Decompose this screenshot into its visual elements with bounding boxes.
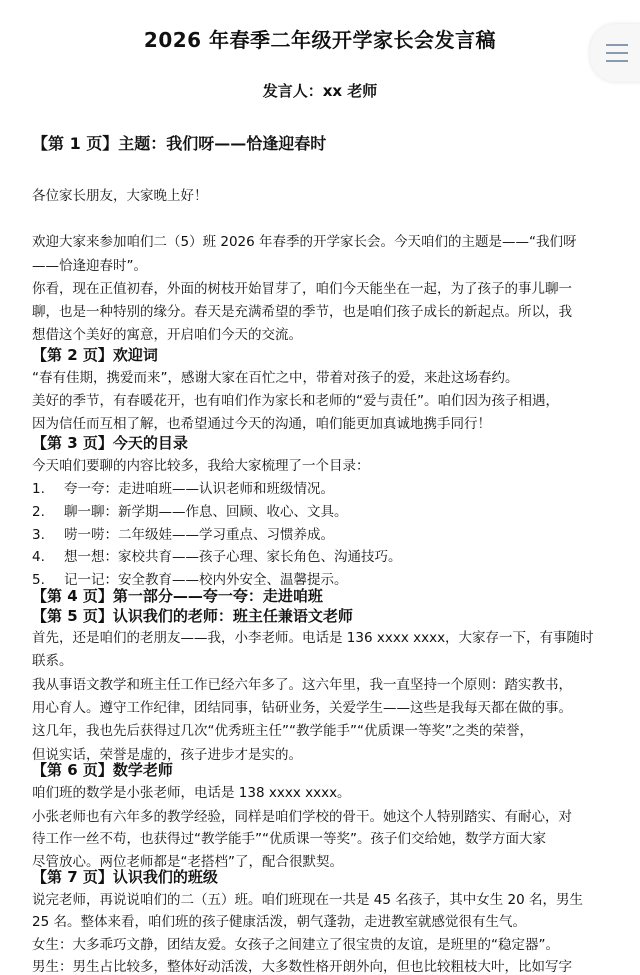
- section-heading-text: 【第 1 页】主题：我们呀——恰逢迎春时: [32, 134, 327, 153]
- line-text: 各位家长朋友，大家晚上好！: [32, 188, 208, 204]
- line-text: 我从事语文教学和班主任工作已经六年多了。这六年里，我一直坚持一个原则：踏实教书，: [32, 677, 572, 693]
- section-heading: [32, 345, 158, 365]
- list-item: [32, 502, 348, 522]
- line-text: 男生：男生占比较多，整体好动活泼，大多数性格开朗外向，但也比较粗枝大叶，比如写字: [32, 959, 572, 975]
- line-text: 待工作一丝不苟，也获得过“教学能手”“优质课一等奖”。孩子们交给她，数学方面大家: [32, 831, 546, 847]
- list-item-number: 1.: [32, 481, 45, 497]
- line-text: 欢迎大家来参加咱们二（5）班 2026 年春季的开学家长会。今天咱们的主题是——“我们呀: [32, 234, 577, 250]
- line-text: 用心育人。遵守工作纪律，团结同事，钻研业务，关爱学生——这些是我每天都在做的事。: [32, 700, 572, 716]
- section-heading: [32, 134, 326, 154]
- line-text: 想一想：家校共育——孩子心理、家长角色、沟通技巧。: [64, 549, 402, 565]
- list-item-number: 4.: [32, 549, 45, 565]
- body-text-line: [32, 807, 572, 827]
- section-heading: [32, 586, 323, 606]
- body-text-line: [32, 186, 208, 206]
- body-text-line: [32, 783, 351, 803]
- line-text: 联系。: [32, 653, 73, 669]
- section-heading: [32, 867, 218, 887]
- body-text-line: [32, 675, 572, 695]
- section-heading: [32, 606, 353, 626]
- section-heading: [32, 760, 173, 780]
- speaker-line: 发言人：xx 老师: [262, 82, 378, 100]
- body-text-line: [32, 698, 572, 718]
- body-text-line: [32, 829, 546, 849]
- line-text: 你看，现在正值初春，外面的树枝开始冒芽了，咱们今天能坐在一起，为了孩子的事儿聊一: [32, 281, 572, 297]
- section-heading-text: 【第 7 页】认识我们的班级: [32, 868, 218, 886]
- body-text-line: [32, 279, 572, 299]
- body-text-line: [32, 256, 147, 276]
- line-text: 聊，也是一种特别的缘分。春天是充满希望的季节，也是咱们孩子成长的新起点。所以，我: [32, 304, 572, 320]
- list-item: [32, 547, 402, 567]
- line-text: 咱们班的数学是小张老师，电话是 138 xxxx xxxx。: [32, 785, 351, 801]
- section-heading-text: 【第 3 页】今天的目录: [32, 434, 188, 452]
- body-text-line: [32, 325, 302, 345]
- body-text-line: [32, 368, 519, 388]
- list-item: [32, 525, 334, 545]
- body-text-line: [32, 912, 526, 932]
- menu-icon: [606, 44, 628, 46]
- document-title: 2026 年春季二年级开学家长会发言稿: [143, 28, 497, 52]
- body-text-line: [32, 302, 572, 322]
- body-text-line: [32, 628, 594, 648]
- line-text: 这几年，我也先后获得过几次“优秀班主任”“教学能手”“优质课一等奖”之类的荣誉，: [32, 723, 533, 739]
- line-text: 唠一唠：二年级娃——学习重点、习惯养成。: [64, 527, 334, 543]
- line-text: 因为信任而互相了解，也希望通过今天的沟通，咱们能更加真诚地携手同行！: [32, 416, 491, 432]
- body-text-line: [32, 456, 370, 476]
- line-text: 尽管放心。两位老师都是“老搭档”了，配合很默契。: [32, 854, 343, 870]
- line-text: 首先，还是咱们的老朋友——我，小李老师。电话是 136 xxxx xxxx，大家存一下，有事随时: [32, 630, 594, 646]
- body-text-line: [32, 957, 572, 975]
- line-text: 夸一夸：走进咱班——认识老师和班级情况。: [64, 481, 334, 497]
- list-item-number: 5.: [32, 572, 45, 588]
- body-text-line: [32, 890, 583, 910]
- line-text: ——恰逢迎春时”。: [32, 258, 147, 274]
- line-text: 今天咱们要聊的内容比较多，我给大家梳理了一个目录：: [32, 458, 370, 474]
- line-text: 记一记：安全教育——校内外安全、温馨提示。: [64, 572, 348, 588]
- body-text-line: [32, 391, 559, 411]
- line-text: 但说实话，荣誉是虚的，孩子进步才是实的。: [32, 747, 302, 763]
- line-text: 女生：大多乖巧文静，团结友爱。女孩子之间建立了很宝贵的友谊，是班里的“稳定器”。: [32, 937, 559, 953]
- section-heading: [32, 433, 188, 453]
- line-text: 想借这个美好的寓意，开启咱们今天的交流。: [32, 327, 302, 343]
- body-text-line: [32, 414, 491, 434]
- menu-button[interactable]: [590, 24, 640, 82]
- body-text-line: [32, 935, 559, 955]
- line-text: 小张老师也有六年多的教学经验，同样是咱们学校的骨干。她这个人特别踏实、有耐心，对: [32, 809, 572, 825]
- line-text: 说完老师，再说说咱们的二（五）班。咱们班现在一共是 45 名孩子，其中女生 20 名，男生: [32, 892, 584, 908]
- body-text-line: [32, 651, 73, 671]
- section-heading-text: 【第 6 页】数学老师: [32, 761, 173, 779]
- body-text-line: [32, 721, 533, 741]
- list-item: [32, 479, 334, 499]
- section-heading-text: 【第 2 页】欢迎词: [32, 346, 158, 364]
- line-text: 聊一聊：新学期——作息、回顾、收心、文具。: [64, 504, 348, 520]
- body-text-line: [32, 232, 577, 252]
- line-text: 美好的季节，有春暖花开，也有咱们作为家长和老师的“爱与责任”。咱们因为孩子相遇，: [32, 393, 559, 409]
- line-text: 25 名。整体来看，咱们班的孩子健康活泼，朝气蓬勃，走进教室就感觉很有生气。: [32, 914, 526, 930]
- list-item-number: 2.: [32, 504, 45, 520]
- section-heading-text: 【第 5 页】认识我们的老师：班主任兼语文老师: [32, 607, 353, 625]
- list-item-number: 3.: [32, 527, 45, 543]
- section-heading-text: 【第 4 页】第一部分——夸一夸：走进咱班: [32, 587, 323, 605]
- line-text: “春有佳期，携爱而来”，感谢大家在百忙之中，带着对孩子的爱，来赴这场春约。: [32, 370, 519, 386]
